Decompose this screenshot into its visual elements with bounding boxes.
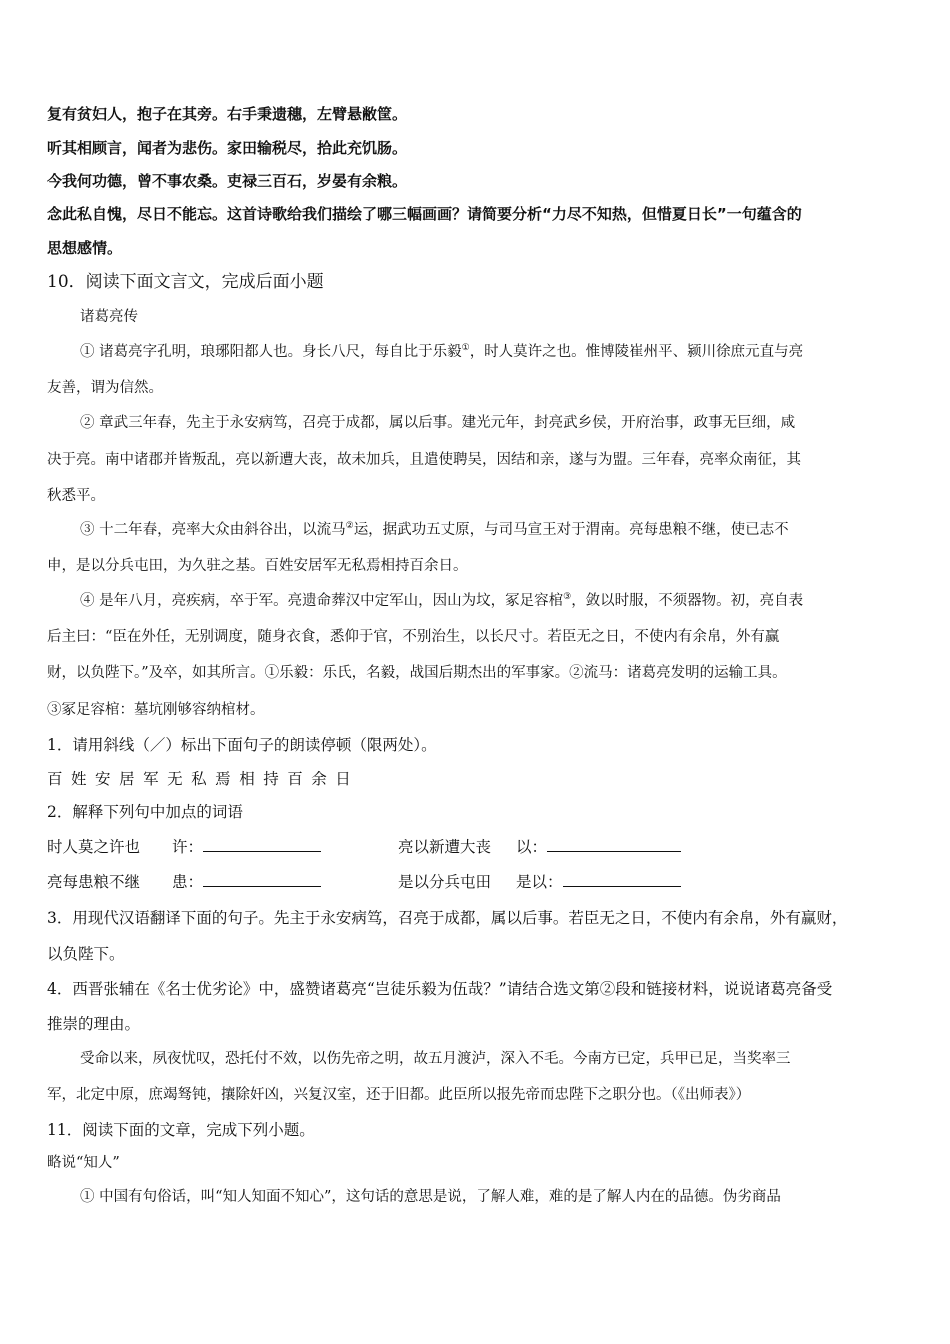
sub2-item-1: 许：: [172, 837, 321, 857]
q10-p4-line3-footnotes: 财，以负陛下。”及卒，如其所言。①乐毅：乐氏，名毅，战国后期杰出的军事家。②流马：诸葛亮发明的运输工具。: [47, 665, 787, 681]
q10-sub3-line2: 以负陛下。: [47, 945, 125, 963]
q10-p3-line2: 申，是以分兵屯田，为久驻之基。百姓安居军无私焉相持百余日。: [47, 558, 468, 574]
poem-line-4-question: 念此私自愧，尽日不能忘。这首诗歌给我们描绘了哪三幅画画？请简要分析“力尽不知热，但惜夏日长”一句蕴含的: [47, 205, 802, 223]
q10-p1-line2: 友善，谓为信然。: [47, 380, 163, 396]
sub2-item-3-sentence: 亮每患粮不继: [47, 873, 141, 891]
q10-heading: 10．阅读下面文言文，完成后面小题: [47, 272, 324, 292]
q10-p2-line2: 决于亮。南中诸郡并皆叛乱，亮以新遭大丧，故未加兵，且遣使聘吴，因结和亲，遂与为盟。三年春，亮率众南征，其: [47, 452, 801, 468]
q11-passage-title: 略说“知人”: [47, 1155, 120, 1171]
answer-blank-2[interactable]: [547, 837, 681, 852]
link-material-line2: 军，北定中原，庶竭驽钝，攘除奸凶，兴复汉室，还于旧都。此臣所以报先帝而忠陛下之职分也。（《出师表》）: [47, 1087, 751, 1103]
footnote-marker-1: ①: [461, 343, 470, 354]
q11-p1-line1: ① 中国有句俗话，叫“知人知面不知心”，这句话的意思是说，了解人难，难的是了解人内在的品德。伪劣商品: [80, 1189, 781, 1205]
q10-p4-line2: 后主曰：“臣在外任，无别调度，随身衣食，悉仰于官，不别治生，以长尺寸。若臣无之日，不使内有余帛，外有赢: [47, 629, 780, 645]
sub2-item-2: 以：: [516, 837, 681, 857]
q10-sub1-sentence: 百姓安居军无私焉相持百余日: [47, 770, 360, 788]
q10-p4-line1: ④ 是年八月，亮疾病，卒于军。亮遗命葬汉中定军山，因山为坟，冢足容棺③，敛以时服，不须器物。初，亮自表: [80, 592, 804, 609]
q10-p3-line1: ③ 十二年春，亮率大众由斜谷出，以流马②运，据武功五丈原，与司马宣王对于渭南。亮每患粮不继，使已志不: [80, 521, 789, 538]
answer-blank-1[interactable]: [203, 837, 321, 852]
answer-blank-3[interactable]: [203, 872, 321, 887]
q10-sub4-line1: 4．西晋张辅在《名士优劣论》中，盛赞诸葛亮“岂徒乐毅为伍哉？”请结合选文第②段和链接材料，说说诸葛亮备受: [47, 980, 833, 998]
footnote-marker-2: ②: [345, 521, 354, 532]
q10-sub1-prompt: 1．请用斜线（／）标出下面句子的朗读停顿（限两处）。: [47, 736, 437, 754]
q10-passage-title: 诸葛亮传: [80, 309, 138, 325]
link-material-line1: 受命以来，夙夜忧叹，恐托付不效，以伤先帝之明，故五月渡泸，深入不毛。今南方已定，兵甲已足，当奖率三: [80, 1051, 791, 1067]
sub2-item-1-sentence: 时人莫之许也: [47, 838, 141, 856]
sub2-item-2-sentence: 亮以新遭大丧: [398, 838, 492, 856]
poem-line-5-question: 思想感情。: [47, 239, 123, 257]
q10-footnote-3: ③冢足容棺：墓坑刚够容纳棺材。: [47, 702, 265, 718]
q10-p2-line3: 秋悉平。: [47, 488, 105, 504]
q10-sub2-prompt: 2．解释下列句中加点的词语: [47, 803, 243, 821]
sub2-item-3: 患：: [172, 872, 321, 892]
sub2-item-4: 是以：: [516, 872, 681, 892]
poem-line-1: 复有贫妇人，抱子在其旁。右手秉遗穗，左臂悬敝筐。: [47, 105, 408, 123]
q10-p2-line1: ② 章武三年春，先主于永安病笃，召亮于成都，属以后事。建光元年，封亮武乡侯，开府治事，政事无巨细，咸: [80, 415, 796, 431]
sub2-item-4-sentence: 是以分兵屯田: [398, 873, 492, 891]
q10-p1-line1: ① 诸葛亮字孔明，琅琊阳都人也。身长八尺，每自比于乐毅①，时人莫许之也。惟博陵崔州平、颍川徐庶元直与亮: [80, 343, 804, 360]
answer-blank-4[interactable]: [563, 872, 681, 887]
poem-line-2: 听其相顾言，闻者为悲伤。家田输税尽，拾此充饥肠。: [47, 139, 408, 157]
q11-heading: 11．阅读下面的文章，完成下列小题。: [47, 1121, 315, 1139]
q10-sub4-line2: 推崇的理由。: [47, 1015, 141, 1033]
q10-sub3-line1: 3．用现代汉语翻译下面的句子。先主于永安病笃，召亮于成都，属以后事。若臣无之日，不使内有余帛，外有赢财，: [47, 909, 848, 927]
poem-line-3: 今我何功德，曾不事农桑。吏禄三百石，岁晏有余粮。: [47, 172, 408, 190]
footnote-marker-3: ③: [563, 592, 572, 603]
